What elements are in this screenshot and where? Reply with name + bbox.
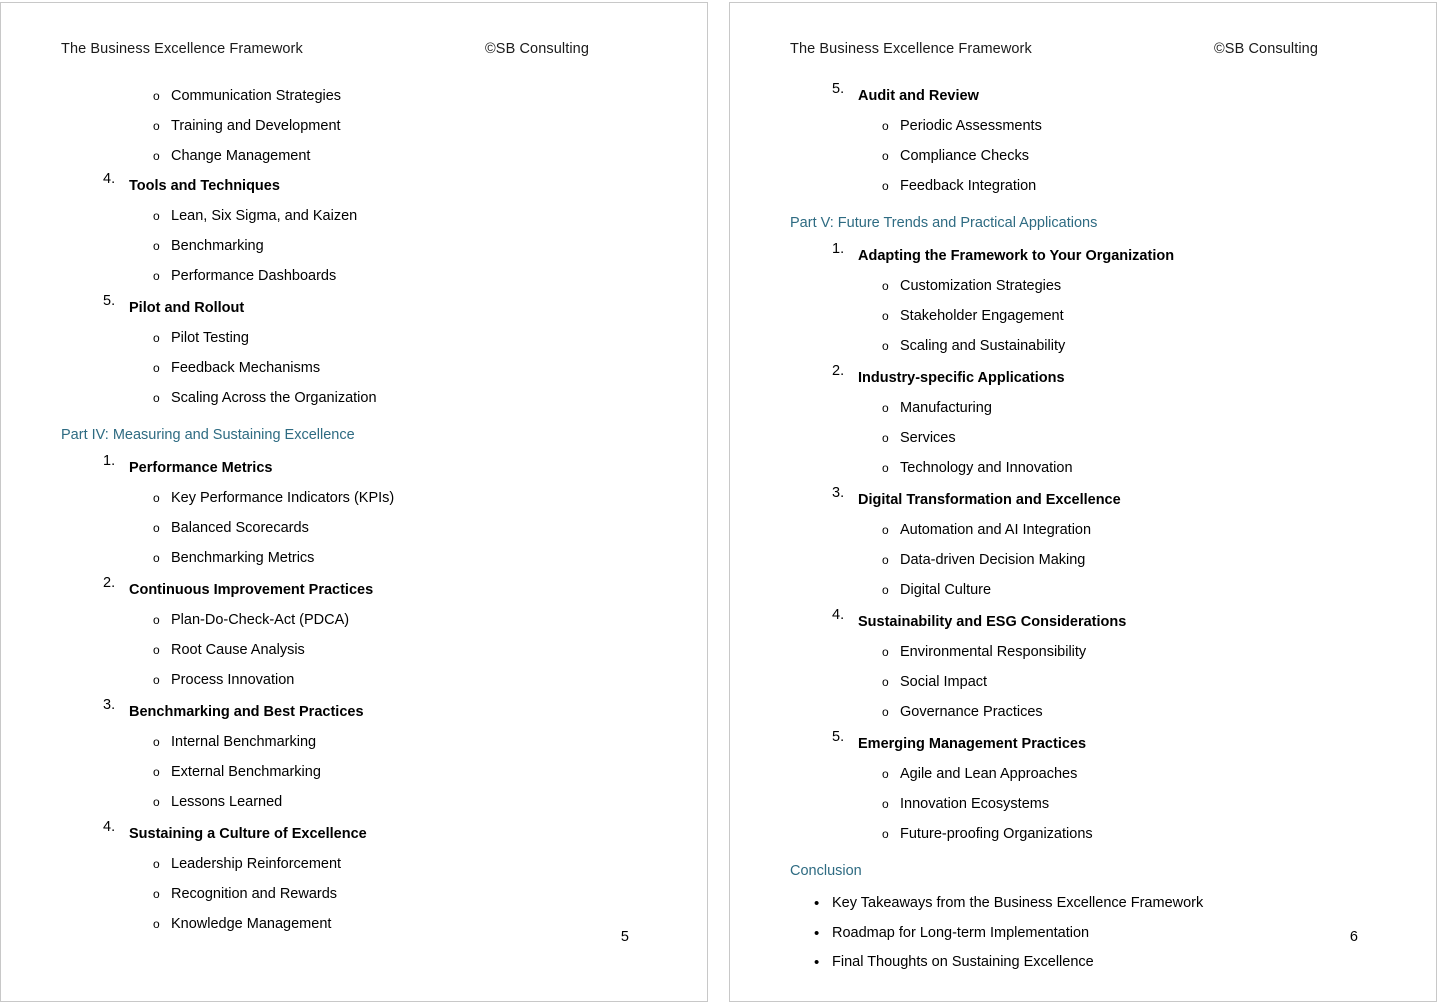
list-item-label: Services	[900, 430, 956, 446]
bullet-icon: •	[814, 924, 820, 942]
sub-bullet-icon: o	[882, 461, 889, 475]
sub-item-list	[858, 271, 1376, 361]
part-heading[interactable]: Part V: Future Trends and Practical Applications	[790, 215, 1098, 231]
list-item-label: Compliance Checks	[900, 148, 1029, 164]
sub-bullet-icon: o	[153, 391, 160, 405]
list-item	[858, 423, 1376, 453]
numbered-section	[790, 729, 1376, 849]
list-item-label: Process Innovation	[171, 672, 295, 688]
header-copyright: ©SB Consulting	[485, 41, 589, 57]
sub-item-list	[858, 111, 1376, 201]
list-item	[858, 331, 1376, 361]
sub-item-list	[129, 201, 647, 291]
list-item-label: Social Impact	[900, 674, 988, 690]
list-item	[129, 201, 647, 231]
list-item-label: Technology and Innovation	[900, 460, 1073, 476]
item-number: 1.	[103, 453, 116, 469]
sub-bullet-icon: o	[882, 797, 889, 811]
part-heading[interactable]: Part IV: Measuring and Sustaining Excellence	[61, 427, 355, 443]
list-item-label: Future-proofing Organizations	[900, 826, 1093, 842]
item-number: 3.	[103, 697, 116, 713]
numbered-item-label: Digital Transformation and Excellence	[858, 492, 1121, 508]
sub-bullet-icon: o	[153, 551, 160, 565]
numbered-item-label: Tools and Techniques	[129, 178, 280, 194]
list-item-label: Digital Culture	[900, 582, 992, 598]
bullet-icon: •	[814, 954, 820, 971]
sub-bullet-icon: o	[882, 339, 889, 353]
list-item-label: Governance Practices	[900, 704, 1043, 720]
page-5	[0, 2, 708, 1002]
numbered-item-label: Audit and Review	[858, 88, 979, 104]
sub-item-list	[129, 323, 647, 413]
numbered-item-label: Sustainability and ESG Considerations	[858, 614, 1127, 630]
page-body-6	[790, 81, 1376, 978]
numbered-item	[790, 363, 1376, 483]
list-item	[790, 919, 1376, 949]
numbered-item	[61, 293, 647, 413]
list-item	[129, 81, 647, 111]
item-number: 1.	[832, 241, 845, 257]
item-number: 4.	[103, 819, 116, 835]
list-item-label: Change Management	[171, 148, 311, 164]
part-heading[interactable]: Conclusion	[790, 863, 862, 879]
sub-bullet-icon: o	[882, 309, 889, 323]
list-item	[858, 111, 1376, 141]
list-item-label: Benchmarking	[171, 238, 264, 254]
item-number: 4.	[103, 171, 116, 187]
list-item-label: Communication Strategies	[171, 88, 342, 104]
item-number: 3.	[832, 485, 845, 501]
sub-item-list	[129, 483, 647, 573]
header-title: The Business Excellence Framework	[61, 41, 303, 57]
sub-item-list	[858, 515, 1376, 605]
numbered-item	[61, 697, 647, 817]
list-item	[858, 271, 1376, 301]
list-item-label: Internal Benchmarking	[171, 734, 317, 750]
page-header	[790, 41, 1376, 57]
sub-bullet-icon: o	[882, 645, 889, 659]
list-item	[129, 849, 647, 879]
item-number: 5.	[832, 729, 845, 745]
sub-bullet-icon: o	[882, 583, 889, 597]
numbered-item-label: Emerging Management Practices	[858, 736, 1087, 752]
list-item-label: Periodic Assessments	[900, 118, 1042, 134]
numbered-item-label: Sustaining a Culture of Excellence	[129, 826, 367, 842]
list-item-label: Lessons Learned	[171, 794, 283, 810]
list-item-label: Feedback Mechanisms	[171, 360, 321, 376]
list-item	[129, 353, 647, 383]
list-item	[129, 787, 647, 817]
sub-bullet-icon: o	[153, 239, 160, 253]
sub-item-list	[858, 393, 1376, 483]
list-item	[858, 697, 1376, 727]
numbered-item	[790, 485, 1376, 605]
list-item	[858, 667, 1376, 697]
numbered-item	[790, 607, 1376, 727]
sub-bullet-icon: o	[153, 119, 160, 133]
numbered-item	[790, 81, 1376, 201]
numbered-item	[61, 171, 647, 291]
list-item	[129, 513, 647, 543]
sub-bullet-icon: o	[882, 827, 889, 841]
list-item-label: Root Cause Analysis	[171, 642, 305, 658]
item-number: 2.	[103, 575, 116, 591]
list-item	[858, 301, 1376, 331]
list-item-label: Lean, Six Sigma, and Kaizen	[171, 208, 358, 224]
numbered-item	[790, 729, 1376, 849]
numbered-section	[790, 485, 1376, 605]
list-item	[129, 543, 647, 573]
sub-bullet-icon: o	[153, 765, 160, 779]
list-item	[858, 393, 1376, 423]
list-item	[129, 111, 647, 141]
sub-bullet-icon: o	[153, 613, 160, 627]
sub-bullet-icon: o	[153, 795, 160, 809]
list-item-label: Agile and Lean Approaches	[900, 766, 1078, 782]
list-item-label: Innovation Ecosystems	[900, 796, 1050, 812]
numbered-section	[790, 81, 1376, 201]
sub-bullet-icon: o	[153, 209, 160, 223]
list-item	[129, 141, 647, 171]
sub-bullet-icon: o	[153, 673, 160, 687]
numbered-item-label: Adapting the Framework to Your Organization	[858, 248, 1175, 264]
list-item	[858, 789, 1376, 819]
sub-bullet-icon: o	[882, 431, 889, 445]
list-item	[858, 171, 1376, 201]
numbered-section	[61, 453, 647, 573]
numbered-section	[790, 241, 1376, 361]
numbered-item	[61, 819, 647, 939]
list-item-label: Manufacturing	[900, 400, 992, 416]
list-item-label: Recognition and Rewards	[171, 886, 338, 902]
list-item	[129, 665, 647, 695]
list-item-label: Balanced Scorecards	[171, 520, 309, 536]
sub-bullet-icon: o	[882, 553, 889, 567]
list-item-label: Data-driven Decision Making	[900, 552, 1086, 568]
sub-item-list	[858, 759, 1376, 849]
list-item	[129, 909, 647, 939]
list-item-label: Final Thoughts on Sustaining Excellence	[832, 954, 1094, 970]
sub-bullet-icon: o	[153, 361, 160, 375]
list-item	[129, 635, 647, 665]
sub-bullet-icon: o	[882, 149, 889, 163]
list-item	[858, 515, 1376, 545]
sub-bullet-icon: o	[153, 331, 160, 345]
page-body-5	[61, 81, 647, 939]
sub-bullet-icon: o	[153, 887, 160, 901]
list-item-label: Benchmarking Metrics	[171, 550, 315, 566]
list-item	[790, 889, 1376, 919]
list-item-label: Roadmap for Long-term Implementation	[832, 924, 1090, 941]
item-number: 5.	[103, 293, 116, 309]
numbered-item-label: Industry-specific Applications	[858, 370, 1065, 386]
list-item-label: Stakeholder Engagement	[900, 308, 1064, 324]
sub-item-list	[129, 605, 647, 695]
sub-only-group	[61, 81, 647, 171]
list-item-label: Automation and AI Integration	[900, 522, 1092, 538]
list-item-label: Environmental Responsibility	[900, 644, 1087, 660]
list-item	[129, 727, 647, 757]
conclusion-list	[790, 889, 1376, 978]
numbered-section	[61, 819, 647, 939]
list-item	[858, 637, 1376, 667]
list-item	[129, 757, 647, 787]
list-item	[129, 879, 647, 909]
sub-item-list	[129, 81, 647, 171]
sub-bullet-icon: o	[153, 735, 160, 749]
list-item	[858, 141, 1376, 171]
list-item-label: Pilot Testing	[171, 330, 249, 346]
list-item	[129, 261, 647, 291]
sub-bullet-icon: o	[882, 705, 889, 719]
sub-bullet-icon: o	[882, 179, 889, 193]
list-item-label: Feedback Integration	[900, 178, 1037, 194]
list-item-label: Plan-Do-Check-Act (PDCA)	[171, 612, 350, 628]
sub-bullet-icon: o	[153, 643, 160, 657]
list-item-label: Customization Strategies	[900, 278, 1062, 294]
list-item	[858, 819, 1376, 849]
list-item-label: Key Performance Indicators (KPIs)	[171, 490, 395, 506]
sub-bullet-icon: o	[153, 491, 160, 505]
list-item	[858, 759, 1376, 789]
sub-item-list	[129, 727, 647, 817]
numbered-item	[790, 241, 1376, 361]
numbered-item-label: Benchmarking and Best Practices	[129, 704, 364, 720]
sub-bullet-icon: o	[882, 401, 889, 415]
sub-bullet-icon: o	[882, 523, 889, 537]
numbered-item-label: Performance Metrics	[129, 460, 273, 476]
numbered-section	[61, 697, 647, 817]
sub-bullet-icon: o	[153, 269, 160, 283]
sub-bullet-icon: o	[153, 917, 160, 931]
sub-bullet-icon: o	[153, 521, 160, 535]
list-item-label: Leadership Reinforcement	[171, 856, 342, 872]
sub-item-list	[858, 637, 1376, 727]
numbered-section	[790, 607, 1376, 727]
list-item	[858, 453, 1376, 483]
list-item-label: Performance Dashboards	[171, 268, 337, 284]
list-item	[129, 605, 647, 635]
sub-bullet-icon: o	[882, 767, 889, 781]
numbered-item	[61, 453, 647, 573]
item-number: 5.	[832, 81, 845, 97]
numbered-item-label: Pilot and Rollout	[129, 300, 245, 316]
list-item	[129, 483, 647, 513]
list-item	[129, 323, 647, 353]
list-item-label: External Benchmarking	[171, 764, 321, 780]
list-item	[790, 948, 1376, 978]
sub-bullet-icon: o	[882, 675, 889, 689]
sub-item-list	[129, 849, 647, 939]
numbered-section	[61, 171, 647, 291]
list-item-label: Scaling and Sustainability	[900, 338, 1066, 354]
list-item	[129, 231, 647, 261]
numbered-section	[61, 293, 647, 413]
list-item-label: Training and Development	[171, 118, 341, 134]
list-item-label: Scaling Across the Organization	[171, 390, 377, 406]
numbered-section	[61, 575, 647, 695]
numbered-item	[61, 575, 647, 695]
item-number: 4.	[832, 607, 845, 623]
sub-bullet-icon: o	[153, 857, 160, 871]
list-item	[858, 545, 1376, 575]
bullet-icon: •	[814, 895, 820, 912]
page-header	[61, 41, 647, 57]
numbered-section	[790, 363, 1376, 483]
list-item-label: Key Takeaways from the Business Excellence Framework	[832, 895, 1204, 911]
page-6	[729, 2, 1437, 1002]
header-title: The Business Excellence Framework	[790, 41, 1032, 57]
sub-bullet-icon: o	[882, 279, 889, 293]
page-number: 6	[1349, 929, 1358, 945]
header-copyright: ©SB Consulting	[1214, 41, 1318, 57]
list-item	[129, 383, 647, 413]
numbered-item-label: Continuous Improvement Practices	[129, 582, 374, 598]
page-number: 5	[620, 929, 629, 945]
list-item-label: Knowledge Management	[171, 916, 332, 932]
item-number: 2.	[832, 363, 845, 379]
sub-bullet-icon: o	[882, 119, 889, 133]
sub-bullet-icon: o	[153, 149, 160, 163]
sub-bullet-icon: o	[153, 89, 160, 103]
list-item	[858, 575, 1376, 605]
